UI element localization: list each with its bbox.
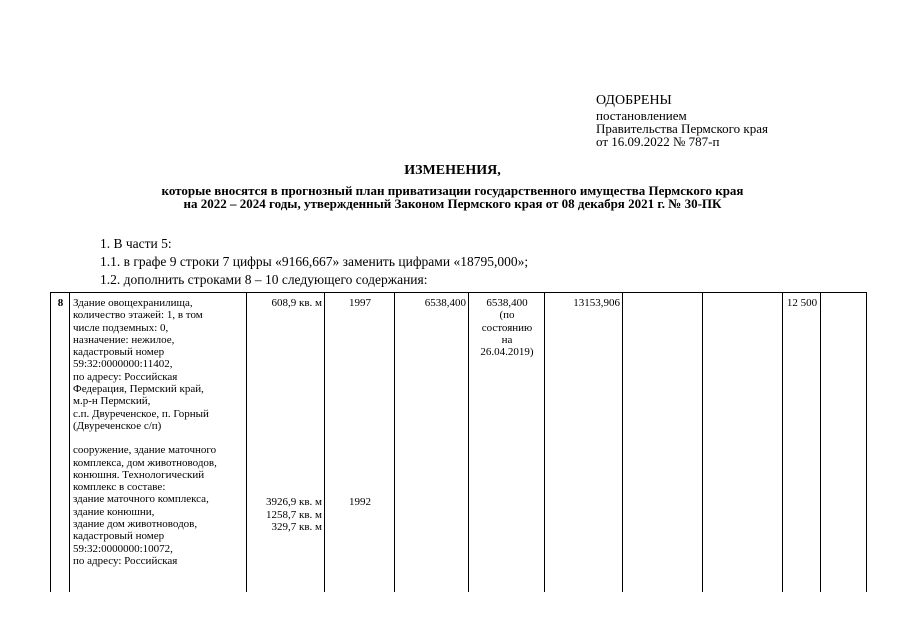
description-line: кадастровый номер [73, 530, 165, 543]
description-line: по адресу: Российская [73, 370, 178, 383]
description-line: Здание овощехранилища, [73, 297, 193, 309]
value-cell-1: 6538,400 [395, 293, 469, 593]
area-value: 608,9 кв. м [271, 297, 322, 309]
value-cell-7 [821, 293, 867, 593]
description-line: м.р-н Пермский, [73, 395, 151, 408]
description-line: (Двуреченское с/п) [73, 419, 162, 432]
value-cell-4 [623, 293, 703, 593]
subtitle-line: которые вносятся в прогнозный план приватизации государственного имущества Пермского края [161, 183, 744, 198]
area-cell [247, 293, 325, 593]
subtitle-line: на 2022 – 2024 годы, утвержденный Законом Пермского края от 08 декабря 2021 г. № 30-ПК [183, 196, 722, 211]
object-description-2 [73, 444, 244, 567]
approval-line: Правительства Пермского края [596, 121, 768, 136]
description-line: здание конюшни, [73, 505, 155, 518]
value-cell-3: 13153,906 [545, 293, 623, 593]
description-line: количество этажей: 1, в том [73, 309, 203, 322]
approval-line: от 16.09.2022 № 787-п [596, 134, 720, 149]
description-line: 59:32:0000000:10072, [73, 542, 173, 555]
description-line: назначение: нежилое, [73, 333, 175, 346]
year-cell [325, 293, 395, 593]
approval-line: постановлением [596, 108, 687, 123]
approval-heading: ОДОБРЕНЫ [596, 93, 672, 108]
approval-block [596, 93, 768, 148]
area-values-group [250, 496, 322, 533]
description-line: конюшня. Технологический [73, 468, 205, 481]
description-line: 59:32:0000000:11402, [73, 358, 173, 371]
value-line: 26.04.2019) [480, 346, 534, 359]
value-cell-5 [703, 293, 783, 593]
year-value: 1997 [349, 297, 371, 309]
year-value: 1992 [349, 496, 371, 509]
area-value: 1258,7 кв. м [266, 508, 322, 521]
table-row [51, 293, 867, 593]
row-number: 8 [51, 293, 70, 593]
description-line: Федерация, Пермский край, [73, 383, 204, 396]
description-line: числе подземных: 0, [73, 321, 169, 334]
description-line: здание дом животноводов, [73, 518, 198, 531]
paragraph-1-1: 1.1. в графе 9 строки 7 цифры «9166,667» заменить цифрами «18795,000»; [100, 254, 529, 269]
value-line: на [501, 333, 513, 346]
value-line: 6538,400 [486, 297, 528, 309]
object-description-cell [70, 293, 247, 593]
value-cell-2 [469, 293, 545, 593]
document-subtitle [60, 184, 845, 210]
value-line: (по [499, 309, 515, 322]
value-group [472, 297, 542, 358]
description-line: здание маточного комплекса, [73, 493, 209, 506]
paragraph-1-2: 1.2. дополнить строками 8 – 10 следующего содержания: [100, 272, 428, 287]
description-line: комплекс в составе: [73, 481, 166, 494]
description-line: комплекса, дом животноводов, [73, 456, 217, 469]
description-line: кадастровый номер [73, 346, 165, 359]
description-line: с.п. Двуреченское, п. Горный [73, 407, 209, 420]
area-value: 3926,9 кв. м [266, 496, 322, 509]
description-line: по адресу: Российская [73, 554, 178, 567]
description-line: сооружение, здание маточного [73, 444, 217, 457]
object-description-1 [73, 297, 244, 432]
value-line: состоянию [481, 321, 533, 334]
area-value: 329,7 кв. м [271, 520, 322, 533]
privatization-table [50, 292, 867, 592]
document-title: ИЗМЕНЕНИЯ, [404, 163, 501, 178]
value-cell-6: 12 500 [783, 293, 821, 593]
paragraph-part-5: 1. В части 5: [100, 236, 172, 251]
